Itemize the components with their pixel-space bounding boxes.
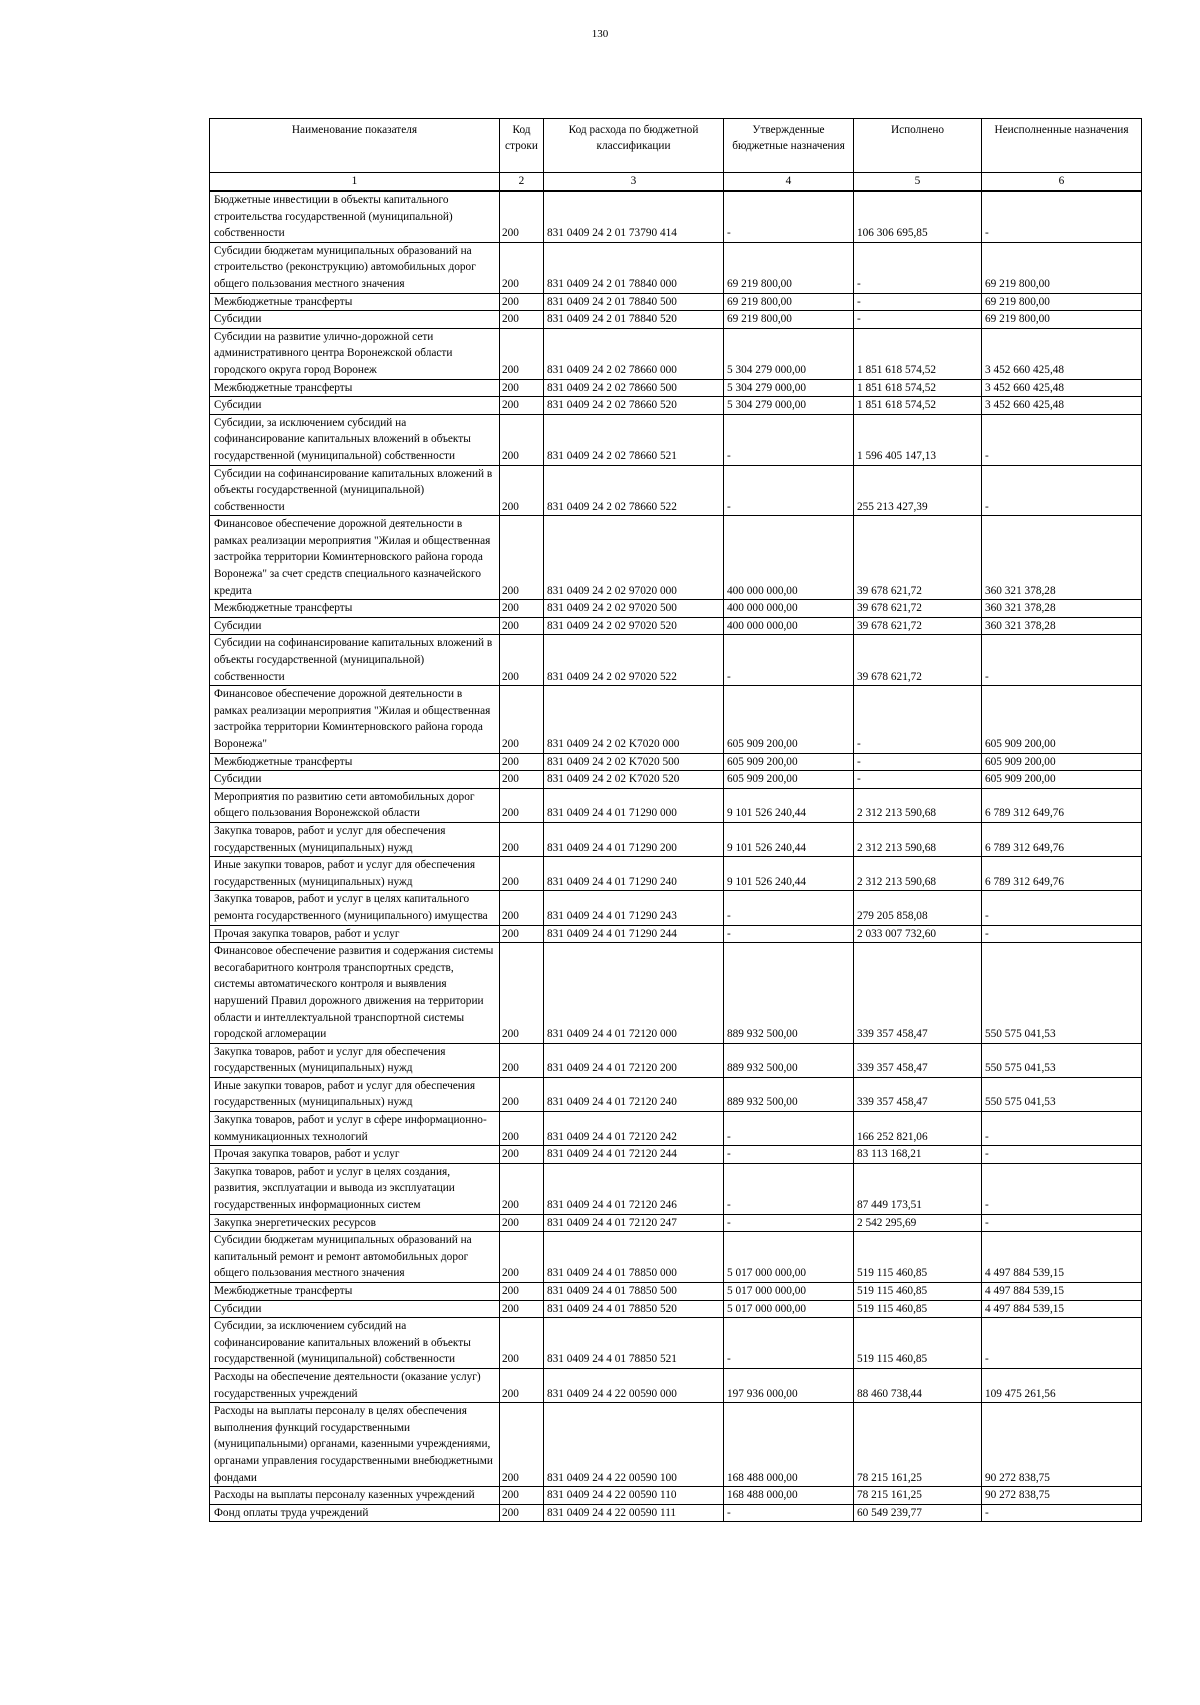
row-expense-code: 831 0409 24 4 01 78850 000 <box>544 1232 724 1283</box>
row-line-code: 200 <box>500 1112 544 1146</box>
row-executed: 1 851 618 574,52 <box>854 379 982 397</box>
row-approved: - <box>724 465 854 516</box>
table-row <box>210 1487 1142 1505</box>
row-approved: 889 932 500,00 <box>724 943 854 1044</box>
row-line-code: 200 <box>500 600 544 618</box>
table-row <box>210 600 1142 618</box>
row-executed: 39 678 621,72 <box>854 635 982 686</box>
row-expense-code: 831 0409 24 4 01 71290 243 <box>544 891 724 925</box>
row-expense-code: 831 0409 24 4 01 71290 200 <box>544 822 724 856</box>
row-unexecuted: 605 909 200,00 <box>982 753 1142 771</box>
header-line-code: Код строки <box>500 119 544 173</box>
row-name: Субсидии бюджетам муниципальных образований на строительство (реконструкцию) автомобильных дорог общего пользования местного значения <box>210 242 500 293</box>
row-approved: 5 304 279 000,00 <box>724 328 854 379</box>
row-unexecuted: 550 575 041,53 <box>982 1043 1142 1077</box>
row-unexecuted: - <box>982 1163 1142 1214</box>
table-row <box>210 1318 1142 1369</box>
header-row <box>210 119 1142 173</box>
row-approved: 605 909 200,00 <box>724 686 854 753</box>
row-line-code: 200 <box>500 328 544 379</box>
row-executed: - <box>854 753 982 771</box>
row-approved: 69 219 800,00 <box>724 242 854 293</box>
row-unexecuted: 360 321 378,28 <box>982 516 1142 600</box>
row-executed: 166 252 821,06 <box>854 1112 982 1146</box>
row-name: Межбюджетные трансферты <box>210 753 500 771</box>
row-approved: 400 000 000,00 <box>724 600 854 618</box>
table-row <box>210 1232 1142 1283</box>
row-approved: - <box>724 1163 854 1214</box>
row-approved: 400 000 000,00 <box>724 516 854 600</box>
row-name: Межбюджетные трансферты <box>210 1283 500 1301</box>
row-executed: 88 460 738,44 <box>854 1368 982 1402</box>
row-unexecuted: - <box>982 1214 1142 1232</box>
row-approved: - <box>724 191 854 242</box>
row-unexecuted: 90 272 838,75 <box>982 1403 1142 1487</box>
table-row <box>210 1368 1142 1402</box>
row-approved: - <box>724 1146 854 1164</box>
row-line-code: 200 <box>500 1146 544 1164</box>
row-expense-code: 831 0409 24 4 01 71290 244 <box>544 925 724 943</box>
row-unexecuted: 109 475 261,56 <box>982 1368 1142 1402</box>
row-executed: 519 115 460,85 <box>854 1283 982 1301</box>
row-expense-code: 831 0409 24 4 01 72120 244 <box>544 1146 724 1164</box>
row-line-code: 200 <box>500 788 544 822</box>
row-approved: - <box>724 891 854 925</box>
table-row <box>210 1403 1142 1487</box>
row-approved: - <box>724 635 854 686</box>
row-line-code: 200 <box>500 857 544 891</box>
row-line-code: 200 <box>500 617 544 635</box>
row-line-code: 200 <box>500 771 544 789</box>
row-expense-code: 831 0409 24 2 02 97020 500 <box>544 600 724 618</box>
row-unexecuted: - <box>982 465 1142 516</box>
row-expense-code: 831 0409 24 4 01 72120 242 <box>544 1112 724 1146</box>
row-line-code: 200 <box>500 1487 544 1505</box>
column-number: 3 <box>544 173 724 192</box>
row-executed: 519 115 460,85 <box>854 1300 982 1318</box>
row-executed: 2 312 213 590,68 <box>854 857 982 891</box>
row-expense-code: 831 0409 24 4 01 72120 247 <box>544 1214 724 1232</box>
row-unexecuted: - <box>982 1318 1142 1369</box>
table-row <box>210 822 1142 856</box>
row-executed: 255 213 427,39 <box>854 465 982 516</box>
row-unexecuted: 360 321 378,28 <box>982 600 1142 618</box>
row-approved: 9 101 526 240,44 <box>724 788 854 822</box>
table-row <box>210 293 1142 311</box>
row-approved: - <box>724 414 854 465</box>
table-row <box>210 191 1142 242</box>
row-expense-code: 831 0409 24 4 01 78850 520 <box>544 1300 724 1318</box>
row-expense-code: 831 0409 24 2 02 78660 500 <box>544 379 724 397</box>
table-row <box>210 1077 1142 1111</box>
table-row <box>210 328 1142 379</box>
column-number: 5 <box>854 173 982 192</box>
row-executed: 39 678 621,72 <box>854 600 982 618</box>
row-expense-code: 831 0409 24 4 22 00590 100 <box>544 1403 724 1487</box>
row-line-code: 200 <box>500 1504 544 1522</box>
row-line-code: 200 <box>500 1318 544 1369</box>
row-approved: 605 909 200,00 <box>724 771 854 789</box>
row-name: Бюджетные инвестиции в объекты капитального строительства государственной (муниципальной) собственности <box>210 191 500 242</box>
row-expense-code: 831 0409 24 2 02 K7020 000 <box>544 686 724 753</box>
budget-execution-table <box>209 118 1142 1522</box>
row-name: Субсидии на софинансирование капитальных вложений в объекты государственной (муниципальной) собственности <box>210 635 500 686</box>
row-line-code: 200 <box>500 516 544 600</box>
table-row <box>210 857 1142 891</box>
row-expense-code: 831 0409 24 2 02 K7020 520 <box>544 771 724 789</box>
row-executed: 2 312 213 590,68 <box>854 788 982 822</box>
row-name: Финансовое обеспечение развития и содержания системы весогабаритного контроля транспортных средств, системы автоматического контроля и выявления нарушений Правил дорожного движения на территории области и интеллектуальной транспортной системы городской агломерации <box>210 943 500 1044</box>
row-name: Субсидии, за исключением субсидий на софинансирование капитальных вложений в объекты государственной (муниципальной) собственности <box>210 414 500 465</box>
table-row <box>210 788 1142 822</box>
row-executed: 519 115 460,85 <box>854 1232 982 1283</box>
row-name: Фонд оплаты труда учреждений <box>210 1504 500 1522</box>
header-executed: Исполнено <box>854 119 982 173</box>
row-line-code: 200 <box>500 191 544 242</box>
row-name: Закупка товаров, работ и услуг для обеспечения государственных (муниципальных) нужд <box>210 822 500 856</box>
row-executed: 2 542 295,69 <box>854 1214 982 1232</box>
row-unexecuted: - <box>982 1112 1142 1146</box>
header-indicator-name: Наименование показателя <box>210 119 500 173</box>
row-unexecuted: 69 219 800,00 <box>982 242 1142 293</box>
row-executed: - <box>854 242 982 293</box>
row-unexecuted: 605 909 200,00 <box>982 771 1142 789</box>
row-approved: 9 101 526 240,44 <box>724 822 854 856</box>
row-name: Закупка товаров, работ и услуг для обеспечения государственных (муниципальных) нужд <box>210 1043 500 1077</box>
table-row <box>210 943 1142 1044</box>
row-executed: 83 113 168,21 <box>854 1146 982 1164</box>
row-name: Субсидии <box>210 771 500 789</box>
row-name: Закупка товаров, работ и услуг в целях капитального ремонта государственного (муниципального) имущества <box>210 891 500 925</box>
row-approved: 9 101 526 240,44 <box>724 857 854 891</box>
row-executed: 339 357 458,47 <box>854 1077 982 1111</box>
row-expense-code: 831 0409 24 2 01 78840 000 <box>544 242 724 293</box>
row-approved: 5 304 279 000,00 <box>724 379 854 397</box>
row-expense-code: 831 0409 24 4 01 78850 500 <box>544 1283 724 1301</box>
table-row <box>210 1283 1142 1301</box>
table-row <box>210 925 1142 943</box>
row-line-code: 200 <box>500 465 544 516</box>
row-name: Иные закупки товаров, работ и услуг для обеспечения государственных (муниципальных) нужд <box>210 857 500 891</box>
table-row <box>210 1043 1142 1077</box>
row-line-code: 200 <box>500 1043 544 1077</box>
table-row <box>210 771 1142 789</box>
row-unexecuted: 550 575 041,53 <box>982 1077 1142 1111</box>
row-approved: 168 488 000,00 <box>724 1403 854 1487</box>
table-row <box>210 1112 1142 1146</box>
row-unexecuted: 6 789 312 649,76 <box>982 788 1142 822</box>
row-name: Субсидии <box>210 1300 500 1318</box>
row-unexecuted: 4 497 884 539,15 <box>982 1232 1142 1283</box>
row-line-code: 200 <box>500 1403 544 1487</box>
row-executed: 519 115 460,85 <box>854 1318 982 1369</box>
row-name: Прочая закупка товаров, работ и услуг <box>210 925 500 943</box>
row-expense-code: 831 0409 24 4 01 72120 246 <box>544 1163 724 1214</box>
row-expense-code: 831 0409 24 4 01 72120 000 <box>544 943 724 1044</box>
row-line-code: 200 <box>500 822 544 856</box>
row-name: Расходы на выплаты персоналу в целях обеспечения выполнения функций государственными (муниципальными) органами, казенными учреждениями, органами управления государственными внебюджетными фондами <box>210 1403 500 1487</box>
row-name: Финансовое обеспечение дорожной деятельности в рамках реализации мероприятия "Жилая и общественная застройка территории Коминтерновского района города Воронежа" за счет средств специального казначейского кредита <box>210 516 500 600</box>
row-executed: 60 549 239,77 <box>854 1504 982 1522</box>
row-unexecuted: 360 321 378,28 <box>982 617 1142 635</box>
row-line-code: 200 <box>500 1077 544 1111</box>
row-line-code: 200 <box>500 293 544 311</box>
table-row <box>210 1163 1142 1214</box>
row-name: Субсидии <box>210 617 500 635</box>
row-expense-code: 831 0409 24 4 01 72120 240 <box>544 1077 724 1111</box>
table-row <box>210 1504 1142 1522</box>
row-executed: - <box>854 686 982 753</box>
row-unexecuted: - <box>982 1504 1142 1522</box>
row-unexecuted: 3 452 660 425,48 <box>982 379 1142 397</box>
row-line-code: 200 <box>500 397 544 415</box>
row-executed: 1 851 618 574,52 <box>854 328 982 379</box>
row-unexecuted: 4 497 884 539,15 <box>982 1300 1142 1318</box>
row-approved: - <box>724 1504 854 1522</box>
row-approved: 197 936 000,00 <box>724 1368 854 1402</box>
row-unexecuted: 550 575 041,53 <box>982 943 1142 1044</box>
row-executed: - <box>854 311 982 329</box>
row-name: Субсидии, за исключением субсидий на софинансирование капитальных вложений в объекты государственной (муниципальной) собственности <box>210 1318 500 1369</box>
row-expense-code: 831 0409 24 2 02 K7020 500 <box>544 753 724 771</box>
header-approved: Утвержденные бюджетные назначения <box>724 119 854 173</box>
row-executed: 39 678 621,72 <box>854 516 982 600</box>
row-name: Закупка товаров, работ и услуг в целях создания, развития, эксплуатации и вывода из эксплуатации государственных информационных систем <box>210 1163 500 1214</box>
row-unexecuted: 69 219 800,00 <box>982 293 1142 311</box>
row-line-code: 200 <box>500 753 544 771</box>
row-approved: 400 000 000,00 <box>724 617 854 635</box>
row-name: Финансовое обеспечение дорожной деятельности в рамках реализации мероприятия "Жилая и общественная застройка территории Коминтерновского района города Воронежа" <box>210 686 500 753</box>
table-row <box>210 516 1142 600</box>
row-line-code: 200 <box>500 1300 544 1318</box>
column-number: 2 <box>500 173 544 192</box>
row-approved: - <box>724 1112 854 1146</box>
row-name: Расходы на обеспечение деятельности (оказание услуг) государственных учреждений <box>210 1368 500 1402</box>
table-row <box>210 414 1142 465</box>
row-approved: 889 932 500,00 <box>724 1077 854 1111</box>
row-name: Межбюджетные трансферты <box>210 379 500 397</box>
column-number: 6 <box>982 173 1142 192</box>
row-unexecuted: 4 497 884 539,15 <box>982 1283 1142 1301</box>
row-executed: 106 306 695,85 <box>854 191 982 242</box>
row-name: Иные закупки товаров, работ и услуг для обеспечения государственных (муниципальных) нужд <box>210 1077 500 1111</box>
row-executed: 39 678 621,72 <box>854 617 982 635</box>
table-row <box>210 686 1142 753</box>
header-expense-code: Код расхода по бюджетной классификации <box>544 119 724 173</box>
row-approved: 5 017 000 000,00 <box>724 1283 854 1301</box>
row-unexecuted: - <box>982 414 1142 465</box>
row-approved: 168 488 000,00 <box>724 1487 854 1505</box>
row-expense-code: 831 0409 24 2 02 78660 000 <box>544 328 724 379</box>
table-row <box>210 1146 1142 1164</box>
row-approved: 5 304 279 000,00 <box>724 397 854 415</box>
row-name: Субсидии на развитие улично-дорожной сети административного центра Воронежской области городского округа город Воронеж <box>210 328 500 379</box>
row-line-code: 200 <box>500 686 544 753</box>
table-row <box>210 1300 1142 1318</box>
row-unexecuted: 90 272 838,75 <box>982 1487 1142 1505</box>
table-row <box>210 635 1142 686</box>
row-expense-code: 831 0409 24 4 01 71290 240 <box>544 857 724 891</box>
column-number: 1 <box>210 173 500 192</box>
row-line-code: 200 <box>500 943 544 1044</box>
row-expense-code: 831 0409 24 2 01 78840 520 <box>544 311 724 329</box>
row-expense-code: 831 0409 24 2 02 78660 521 <box>544 414 724 465</box>
row-line-code: 200 <box>500 1163 544 1214</box>
row-name: Субсидии на софинансирование капитальных вложений в объекты государственной (муниципальной) собственности <box>210 465 500 516</box>
row-line-code: 200 <box>500 1283 544 1301</box>
row-name: Мероприятия по развитию сети автомобильных дорог общего пользования Воронежской области <box>210 788 500 822</box>
header-unexecuted: Неисполненные назначения <box>982 119 1142 173</box>
row-expense-code: 831 0409 24 4 22 00590 110 <box>544 1487 724 1505</box>
table-row <box>210 311 1142 329</box>
row-approved: - <box>724 1214 854 1232</box>
row-executed: - <box>854 771 982 789</box>
row-unexecuted: 3 452 660 425,48 <box>982 328 1142 379</box>
row-expense-code: 831 0409 24 2 02 78660 520 <box>544 397 724 415</box>
row-expense-code: 831 0409 24 4 22 00590 111 <box>544 1504 724 1522</box>
row-executed: 339 357 458,47 <box>854 943 982 1044</box>
row-executed: 78 215 161,25 <box>854 1487 982 1505</box>
row-name: Межбюджетные трансферты <box>210 600 500 618</box>
row-expense-code: 831 0409 24 2 01 73790 414 <box>544 191 724 242</box>
row-line-code: 200 <box>500 1232 544 1283</box>
row-approved: 605 909 200,00 <box>724 753 854 771</box>
row-executed: 339 357 458,47 <box>854 1043 982 1077</box>
row-expense-code: 831 0409 24 4 01 71290 000 <box>544 788 724 822</box>
row-name: Межбюджетные трансферты <box>210 293 500 311</box>
row-approved: 5 017 000 000,00 <box>724 1300 854 1318</box>
row-line-code: 200 <box>500 635 544 686</box>
row-executed: - <box>854 293 982 311</box>
row-name: Закупка товаров, работ и услуг в сфере информационно-коммуникационных технологий <box>210 1112 500 1146</box>
row-expense-code: 831 0409 24 2 02 97020 522 <box>544 635 724 686</box>
table-row <box>210 1214 1142 1232</box>
row-expense-code: 831 0409 24 2 02 97020 000 <box>544 516 724 600</box>
row-line-code: 200 <box>500 1368 544 1402</box>
row-name: Расходы на выплаты персоналу казенных учреждений <box>210 1487 500 1505</box>
table-row <box>210 891 1142 925</box>
row-unexecuted: 6 789 312 649,76 <box>982 822 1142 856</box>
row-unexecuted: - <box>982 925 1142 943</box>
row-unexecuted: 3 452 660 425,48 <box>982 397 1142 415</box>
row-name: Субсидии <box>210 397 500 415</box>
row-unexecuted: 6 789 312 649,76 <box>982 857 1142 891</box>
column-number-row <box>210 173 1142 192</box>
row-line-code: 200 <box>500 891 544 925</box>
row-approved: 69 219 800,00 <box>724 293 854 311</box>
row-expense-code: 831 0409 24 4 01 78850 521 <box>544 1318 724 1369</box>
row-executed: 1 851 618 574,52 <box>854 397 982 415</box>
row-approved: 69 219 800,00 <box>724 311 854 329</box>
row-unexecuted: 69 219 800,00 <box>982 311 1142 329</box>
row-executed: 78 215 161,25 <box>854 1403 982 1487</box>
table-row <box>210 379 1142 397</box>
row-name: Субсидии бюджетам муниципальных образований на капитальный ремонт и ремонт автомобильных дорог общего пользования местного значения <box>210 1232 500 1283</box>
row-line-code: 200 <box>500 311 544 329</box>
row-approved: 889 932 500,00 <box>724 1043 854 1077</box>
row-name: Субсидии <box>210 311 500 329</box>
row-line-code: 200 <box>500 1214 544 1232</box>
table-row <box>210 617 1142 635</box>
table-row <box>210 242 1142 293</box>
row-expense-code: 831 0409 24 2 01 78840 500 <box>544 293 724 311</box>
row-executed: 279 205 858,08 <box>854 891 982 925</box>
table-row <box>210 397 1142 415</box>
row-expense-code: 831 0409 24 2 02 97020 520 <box>544 617 724 635</box>
row-approved: - <box>724 1318 854 1369</box>
row-executed: 2 033 007 732,60 <box>854 925 982 943</box>
row-line-code: 200 <box>500 414 544 465</box>
row-line-code: 200 <box>500 242 544 293</box>
row-expense-code: 831 0409 24 4 22 00590 000 <box>544 1368 724 1402</box>
row-expense-code: 831 0409 24 2 02 78660 522 <box>544 465 724 516</box>
row-unexecuted: - <box>982 635 1142 686</box>
row-approved: - <box>724 925 854 943</box>
page-number: 130 <box>591 28 609 40</box>
row-unexecuted: - <box>982 191 1142 242</box>
row-name: Закупка энергетических ресурсов <box>210 1214 500 1232</box>
table-row <box>210 753 1142 771</box>
row-expense-code: 831 0409 24 4 01 72120 200 <box>544 1043 724 1077</box>
row-executed: 2 312 213 590,68 <box>854 822 982 856</box>
row-unexecuted: 605 909 200,00 <box>982 686 1142 753</box>
row-unexecuted: - <box>982 1146 1142 1164</box>
row-line-code: 200 <box>500 925 544 943</box>
row-line-code: 200 <box>500 379 544 397</box>
table-row <box>210 465 1142 516</box>
row-executed: 1 596 405 147,13 <box>854 414 982 465</box>
row-name: Прочая закупка товаров, работ и услуг <box>210 1146 500 1164</box>
column-number: 4 <box>724 173 854 192</box>
row-executed: 87 449 173,51 <box>854 1163 982 1214</box>
row-approved: 5 017 000 000,00 <box>724 1232 854 1283</box>
row-unexecuted: - <box>982 891 1142 925</box>
